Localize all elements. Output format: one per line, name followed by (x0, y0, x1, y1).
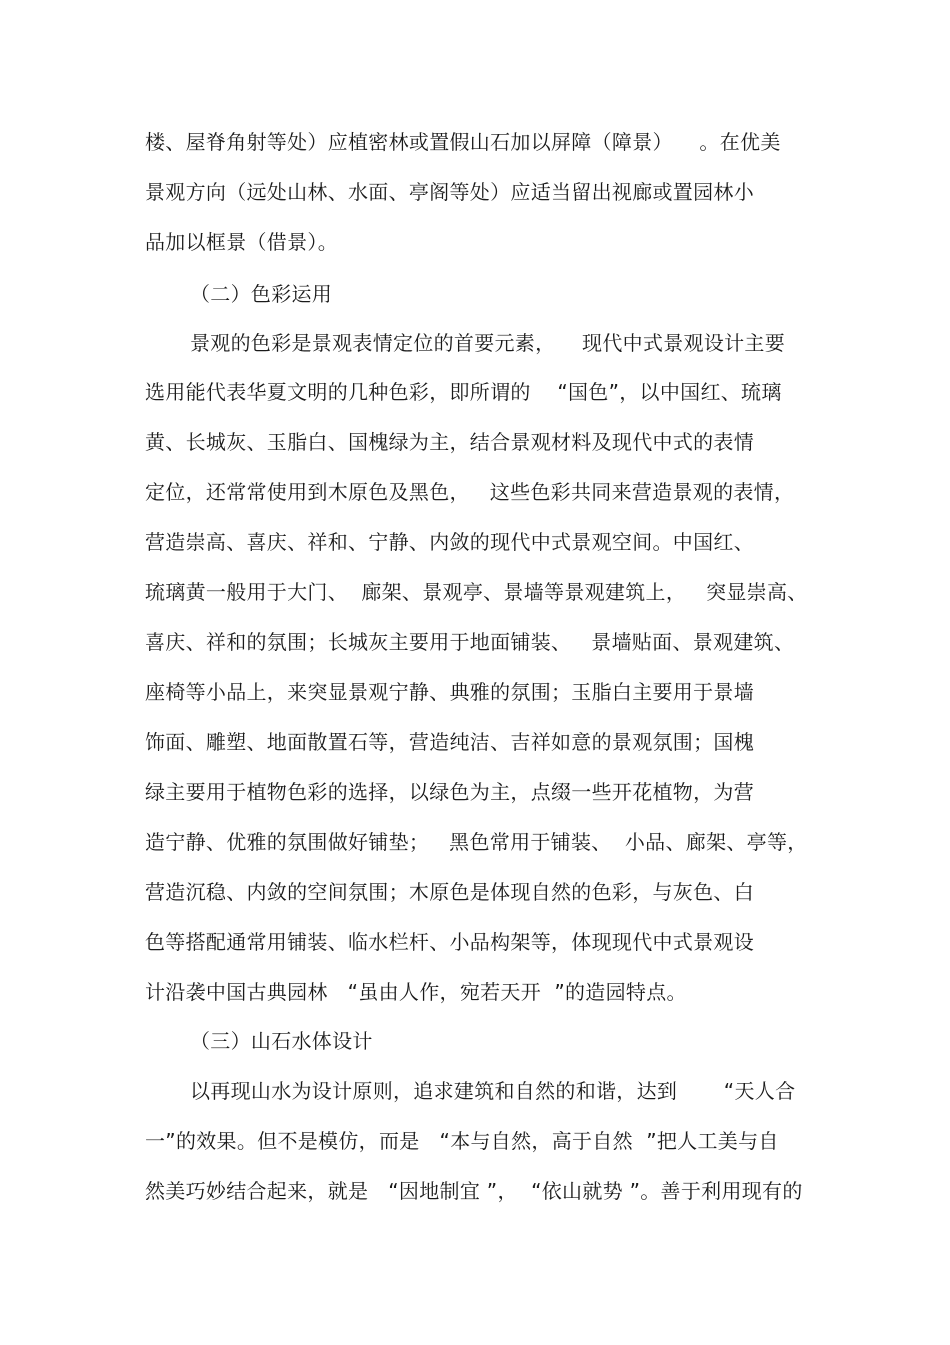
body-text-line: 楼、屋脊角射等处）应植密林或置假山石加以屏障（障景） 。在优美 (145, 130, 781, 154)
body-text-line: 绿主要用于植物色彩的选择，以绿色为主，点缀一些开花植物，为营 (145, 780, 754, 804)
body-text-line: 座椅等小品上，来突显景观宁静、典雅的氛围；玉脂白主要用于景墙 (145, 680, 754, 704)
body-text-line: 琉璃黄一般用于大门、 廊架、景观亭、景墙等景观建筑上， 突显崇高、 (145, 580, 808, 604)
body-text-line: 色等搭配通常用铺装、临水栏杆、小品构架等，体现现代中式景观设 (145, 930, 754, 954)
section-heading-rock-water: （三）山石水体设计 (190, 1029, 373, 1053)
body-text-line: 选用能代表华夏文明的几种色彩，即所谓的 “国色”，以中国红、琉璃 (145, 380, 782, 404)
body-text-line: 景观的色彩是景观表情定位的首要元素， 现代中式景观设计主要 (190, 331, 786, 355)
body-text-line: 以再现山水为设计原则，追求建筑和自然的和谐，达到 “天人合 (190, 1079, 796, 1103)
body-text-line: 然美巧妙结合起来，就是 “因地制宜 ”， “依山就势 ”。善于利用现有的 (145, 1179, 803, 1203)
body-text-line: 黄、长城灰、玉脂白、国槐绿为主，结合景观材料及现代中式的表情 (145, 430, 754, 454)
body-text-line: 饰面、雕塑、地面散置石等，营造纯洁、吉祥如意的景观氛围；国槐 (145, 730, 754, 754)
body-text-line: 定位，还常常使用到木原色及黑色， 这些色彩共同来营造景观的表情， (145, 480, 795, 504)
body-text-line: 品加以框景（借景）。 (145, 230, 338, 254)
body-text-line: 一”的效果。但不是模仿，而是 “本与自然，高于自然 ”把人工美与自 (145, 1129, 779, 1153)
body-text-line: 计沿袭中国古典园林 “虽由人作，宛若天开 ”的造园特点。 (145, 980, 687, 1004)
body-text-line: 造宁静、优雅的氛围做好铺垫； 黑色常用于铺装、 小品、廊架、亭等， (145, 830, 808, 854)
section-heading-colors: （二）色彩运用 (190, 282, 333, 306)
body-text-line: 喜庆、祥和的氛围；长城灰主要用于地面铺装、 景墙贴面、景观建筑、 (145, 630, 795, 654)
body-text-line: 营造崇高、喜庆、祥和、宁静、内敛的现代中式景观空间。中国红、 (145, 530, 754, 554)
body-text-line: 营造沉稳、内敛的空间氛围；木原色是体现自然的色彩，与灰色、白 (145, 880, 754, 904)
body-text-line: 景观方向（远处山林、水面、亭阁等处）应适当留出视廊或置园林小 (145, 180, 754, 204)
